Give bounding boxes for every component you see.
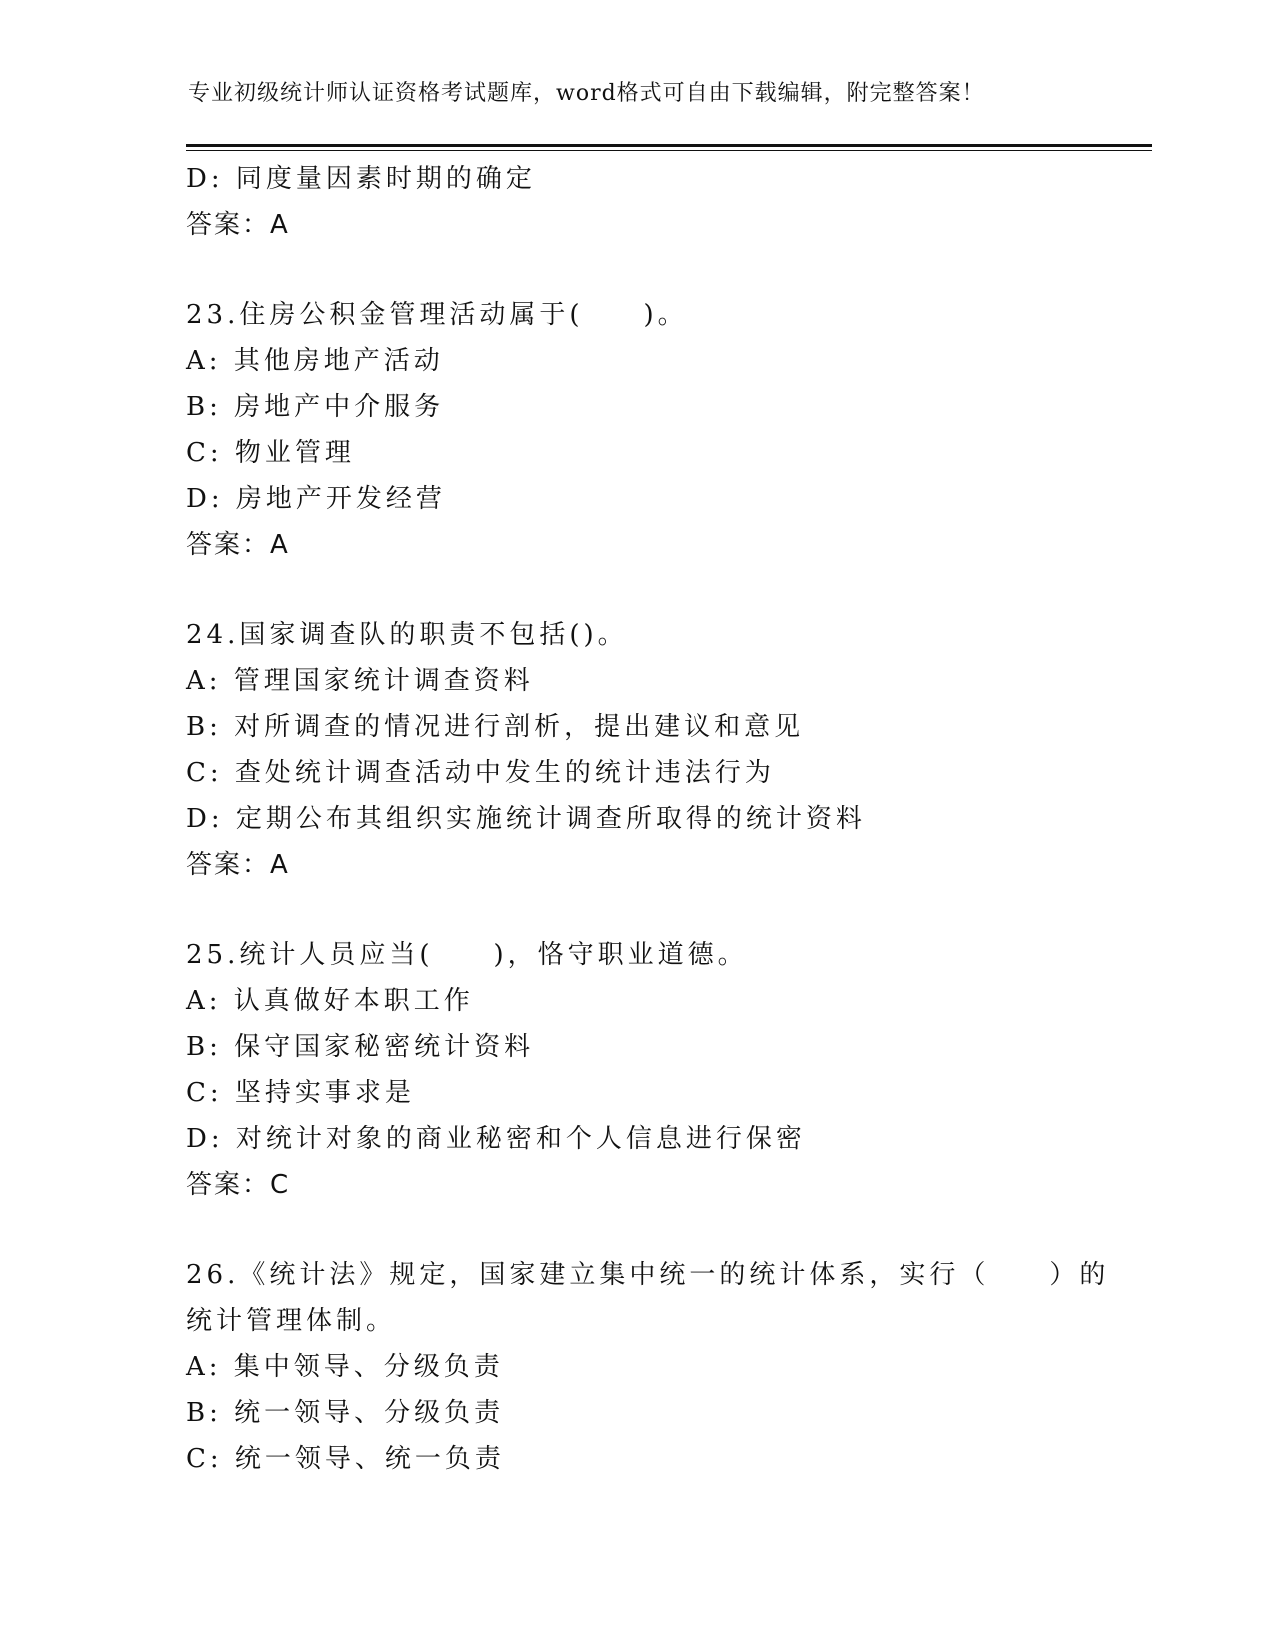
option-c: C: 统一领导、统一负责 <box>186 1444 505 1474</box>
option-d: D: 同度量因素时期的确定 <box>186 164 536 194</box>
answer-line: 答案：A <box>186 850 290 880</box>
spacer <box>186 248 1086 292</box>
option-d: D: 房地产开发经营 <box>186 484 446 514</box>
spacer <box>186 1208 1086 1252</box>
answer-line: 答案：A <box>186 210 290 240</box>
option-d: D: 定期公布其组织实施统计调查所取得的统计资料 <box>186 804 866 834</box>
question-text-line-2: 统计管理体制。 <box>186 1306 397 1336</box>
option-a: A: 管理国家统计调查资料 <box>186 666 534 696</box>
document-body <box>186 156 1110 1482</box>
option-a: A: 集中领导、分级负责 <box>186 1352 504 1382</box>
question-block-24 <box>186 612 1086 888</box>
option-c: C: 物业管理 <box>186 438 355 468</box>
option-c: C: 坚持实事求是 <box>186 1078 415 1108</box>
option-b: B: 对所调查的情况进行剖析，提出建议和意见 <box>186 712 805 742</box>
question-text: 25.统计人员应当( )，恪守职业道德。 <box>186 940 748 970</box>
question-text: 23.住房公积金管理活动属于( )。 <box>186 300 688 330</box>
option-a: A: 其他房地产活动 <box>186 346 444 376</box>
option-b: B: 房地产中介服务 <box>186 392 445 422</box>
spacer <box>186 888 1086 932</box>
option-c: C: 查处统计调查活动中发生的统计违法行为 <box>186 758 775 788</box>
question-block-23 <box>186 292 1086 568</box>
spacer <box>186 568 1086 612</box>
option-b: B: 统一领导、分级负责 <box>186 1398 505 1428</box>
header-divider <box>186 144 1152 147</box>
question-block-26 <box>186 1252 1110 1482</box>
answer-line: 答案：C <box>186 1170 291 1200</box>
question-text-line-1: 26.《统计法》规定，国家建立集中统一的统计体系，实行（ ）的 <box>186 1260 1110 1290</box>
question-text: 24.国家调查队的职责不包括()。 <box>186 620 628 650</box>
page-header: 专业初级统计师认证资格考试题库，word格式可自由下载编辑，附完整答案！ <box>188 81 985 106</box>
answer-line: 答案：A <box>186 530 290 560</box>
option-b: B: 保守国家秘密统计资料 <box>186 1032 535 1062</box>
option-d: D: 对统计对象的商业秘密和个人信息进行保密 <box>186 1124 806 1154</box>
question-block-22-tail <box>186 156 1086 248</box>
option-a: A: 认真做好本职工作 <box>186 986 474 1016</box>
question-block-25 <box>186 932 1086 1208</box>
